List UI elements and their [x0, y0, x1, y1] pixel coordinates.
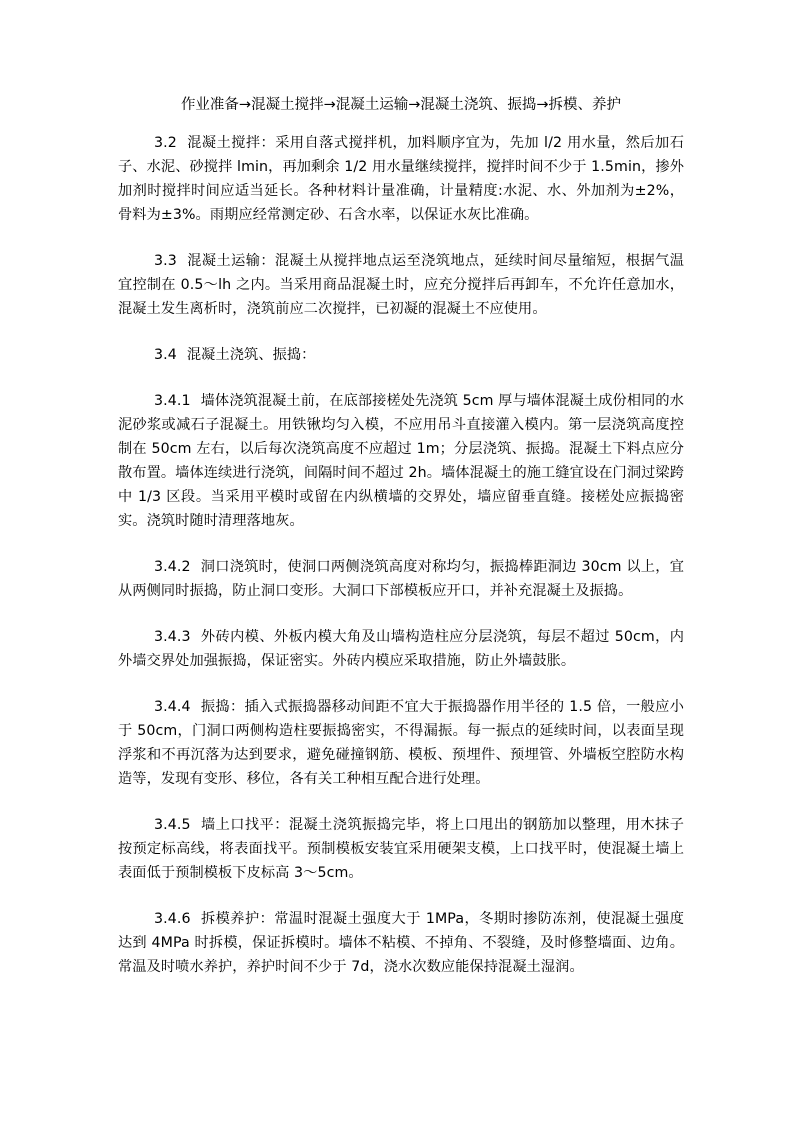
section-3-4-1	[118, 389, 684, 533]
section-3-4-4	[118, 695, 684, 791]
section-number: 3.2	[154, 135, 177, 151]
section-3-4-6	[118, 907, 684, 979]
section-number: 3.4.2	[154, 559, 191, 575]
section-number: 3.4.1	[154, 393, 191, 409]
section-3-4-2	[118, 555, 684, 603]
document-page	[118, 93, 684, 1001]
section-number: 3.3	[154, 253, 177, 269]
section-3-4	[118, 343, 684, 367]
section-number: 3.4.3	[154, 629, 191, 645]
section-number: 3.4.5	[154, 817, 191, 833]
section-3-4-5	[118, 813, 684, 885]
section-text: 洞口浇筑时，使洞口两侧浇筑高度对称均匀，振捣棒距洞边 30cm 以上，宜从两侧同时振捣，防止洞口变形。大洞口下部模板应开口，并补充混凝土及振捣。	[118, 559, 684, 599]
section-text: 拆模养护：常温时混凝土强度大于 1MPa，冬期时掺防冻剂，使混凝土强度达到 4MPa 时拆模，保证拆模时。墙体不粘模、不掉角、不裂缝，及时修整墙面、边角。常温及时喷水养护，养护时间不少于 7d，浇水次数应能保持混凝土湿润。	[118, 911, 684, 975]
section-text: 振捣：插入式振捣器移动间距不宜大于振捣器作用半径的 1.5 倍，一般应小于 50cm，门洞口两侧构造柱要振捣密实，不得漏振。每一振点的延续时间，以表面呈现浮浆和不再沉落为达到要求，避免碰撞钢筋、模板、预埋件、预埋管、外墙板空腔防水构造等，发现有变形、移位，各有关工种相互配合进行处理。	[118, 699, 684, 787]
section-3-2	[118, 131, 684, 227]
section-number: 3.4	[154, 347, 177, 363]
section-text: 混凝土搅拌：采用自落式搅拌机，加料顺序宜为，先加 l/2 用水量，然后加石子、水泥、砂搅拌 lmin，再加剩余 1/2 用水量继续搅拌，搅拌时间不少于 1.5min，掺外加剂时搅拌时间应适当延长。各种材料计量准确，计量精度:水泥、水、外加剂为±2%，骨料为±3%。雨期应经常测定砂、石含水率，以保证水灰比准确。	[118, 135, 684, 223]
section-text: 墙体浇筑混凝土前，在底部接槎处先浇筑 5cm 厚与墙体混凝土成份相同的水泥砂浆或减石子混凝土。用铁锹均匀入模，不应用吊斗直接灌入模内。第一层浇筑高度控制在 50cm 左右，以后每次浇筑高度不应超过 1m；分层浇筑、振捣。混凝土下料点应分散布置。墙体连续进行浇筑，间隔时间不超过 2h。墙体混凝土的施工缝宜设在门洞过梁跨中 1/3 区段。当采用平模时或留在内纵横墙的交界处，墙应留垂直缝。接槎处应振捣密实。浇筑时随时清理落地灰。	[118, 393, 684, 529]
process-flow-title: 作业准备→混凝土搅拌→混凝土运输→混凝土浇筑、振捣→拆模、养护	[180, 97, 622, 113]
section-3-3	[118, 249, 684, 321]
section-3-4-3	[118, 625, 684, 673]
section-text: 混凝土运输：混凝土从搅拌地点运至浇筑地点，延续时间尽量缩短，根据气温宜控制在 0.5～lh 之内。当采用商品混凝土时，应充分搅拌后再卸车，不允许任意加水，混凝土发生离析时，浇筑前应二次搅拌，已初凝的混凝土不应使用。	[118, 253, 684, 317]
section-text: 混凝土浇筑、振捣：	[186, 347, 316, 363]
section-text: 墙上口找平：混凝土浇筑振捣完毕，将上口甩出的钢筋加以整理，用木抹子按预定标高线，将表面找平。预制模板安装宜采用硬架支模，上口找平时，使混凝土墙上表面低于预制模板下皮标高 3～5cm。	[118, 817, 684, 881]
section-number: 3.4.6	[154, 911, 191, 927]
section-number: 3.4.4	[154, 699, 191, 715]
section-text: 外砖内模、外板内模大角及山墙构造柱应分层浇筑，每层不超过 50cm，内外墙交界处加强振捣，保证密实。外砖内模应采取措施，防止外墙鼓胀。	[118, 629, 684, 669]
